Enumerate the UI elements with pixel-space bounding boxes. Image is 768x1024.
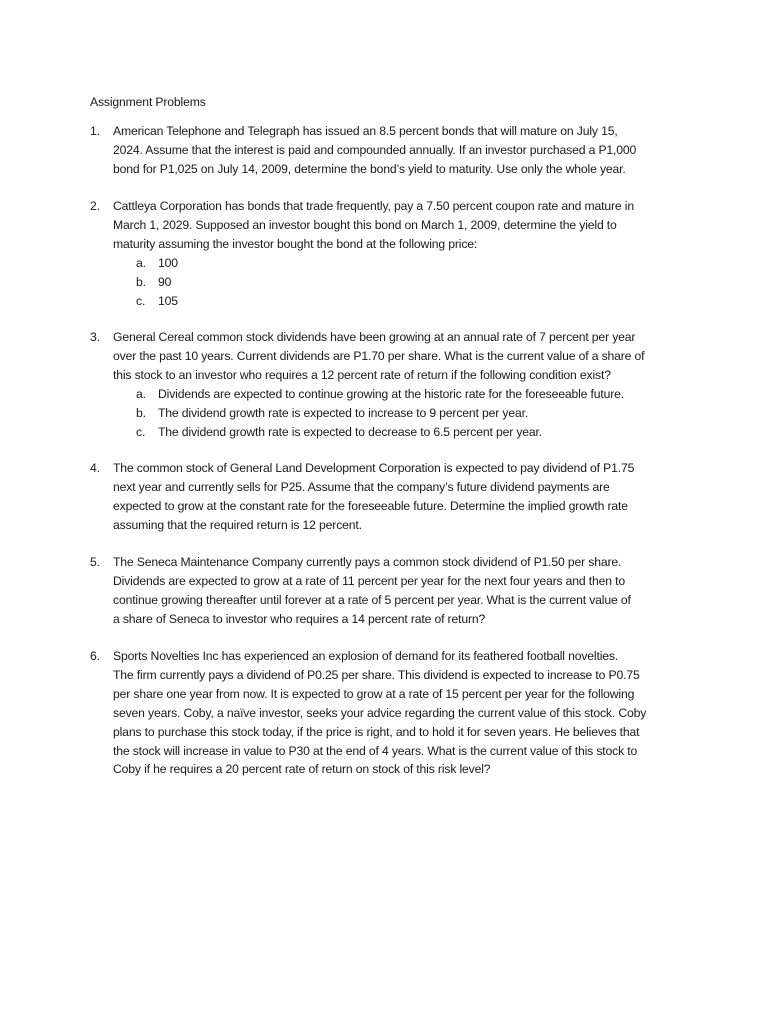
problem-number: 2. — [90, 199, 100, 213]
problem-text-line: the stock will increase in value to P30 at the end of 4 years. What is the current value of this stock to — [113, 743, 638, 758]
sub-item — [136, 254, 680, 273]
sub-item-letter: b. — [136, 274, 146, 289]
sub-item-letter: c. — [136, 293, 146, 308]
problem-text-line: continue growing thereafter until forever at a rate of 5 percent per year. What is the current value of — [113, 592, 631, 607]
sub-item-letter: c. — [136, 424, 146, 439]
problem-text-line: 2024. Assume that the interest is paid and compounded annually. If an investor purchased a P1,000 — [113, 142, 637, 157]
problem-text-line: plans to purchase this stock today, if the price is right, and to hold it for seven years. He believes that — [113, 724, 640, 739]
problem-6 — [90, 647, 680, 779]
sub-item — [136, 273, 680, 292]
problem-text-line: The common stock of General Land Development Corporation is expected to pay dividend of P1.75 — [113, 461, 635, 475]
problem-text-line: Cattleya Corporation has bonds that trade frequently, pay a 7.50 percent coupon rate and mature in — [113, 199, 634, 213]
sub-item-text: The dividend growth rate is expected to decrease to 6.5 percent per year. — [158, 424, 543, 439]
problem-number: 4. — [90, 461, 100, 475]
problem-text-line: this stock to an investor who requires a 12 percent rate of return if the following condition exist? — [113, 367, 611, 382]
problem-text-line: maturity assuming the investor bought the bond at the following price: — [113, 236, 478, 251]
problem-2 — [90, 197, 680, 310]
problem-5 — [90, 553, 680, 629]
problem-text-line: American Telephone and Telegraph has issued an 8.5 percent bonds that will mature on July 15, — [113, 124, 618, 138]
problem-text-line: seven years. Coby, a naïve investor, seeks your advice regarding the current value of this stock. Coby — [113, 705, 647, 720]
problem-text-line: Dividends are expected to grow at a rate of 11 percent per year for the next four years and then to — [113, 573, 626, 588]
sub-item-text: 105 — [158, 293, 178, 308]
problem-text-line: The firm currently pays a dividend of P0.25 per share. This dividend is expected to increase to P0.75 — [113, 667, 640, 682]
problem-number: 1. — [90, 124, 100, 138]
problem-number: 5. — [90, 555, 100, 569]
problem-text-line: assuming that the required return is 12 percent. — [113, 517, 362, 532]
sub-item-text: 90 — [158, 274, 172, 289]
problem-text-line: Coby if he requires a 20 percent rate of return on stock of this risk level? — [113, 762, 491, 777]
problem-text-line: over the past 10 years. Current dividends are P1.70 per share. What is the current value of a share of — [113, 348, 645, 363]
problem-text-line: The Seneca Maintenance Company currently pays a common stock dividend of P1.50 per share. — [113, 555, 622, 569]
problem-number: 6. — [90, 649, 100, 663]
problem-text-line: a share of Seneca to investor who requires a 14 percent rate of return? — [113, 611, 486, 626]
sub-item-letter: b. — [136, 405, 146, 420]
sub-item — [136, 292, 680, 311]
sub-item-text: The dividend growth rate is expected to increase to 9 percent per year. — [158, 405, 529, 420]
problem-text-line: bond for P1,025 on July 14, 2009, determine the bond’s yield to maturity. Use only the whole year. — [113, 161, 626, 176]
problem-text-line: Sports Novelties Inc has experienced an explosion of demand for its feathered football novelties. — [113, 649, 619, 663]
sub-item-letter: a. — [136, 255, 146, 270]
sub-item — [136, 423, 680, 442]
problem-text-line: expected to grow at the constant rate for the foreseeable future. Determine the implied growth rate — [113, 498, 628, 513]
document-title: Assignment Problems — [90, 95, 206, 109]
problem-text-line: General Cereal common stock dividends have been growing at an annual rate of 7 percent per year — [113, 330, 636, 344]
sub-item — [136, 404, 680, 423]
sub-item-text: Dividends are expected to continue growing at the historic rate for the foreseeable future. — [158, 386, 625, 401]
problem-text-line: next year and currently sells for P25. Assume that the company’s future dividend payments are — [113, 479, 610, 494]
problem-1 — [90, 122, 680, 179]
sub-item-text: 100 — [158, 255, 178, 270]
sub-item-letter: a. — [136, 386, 146, 401]
problem-text-line: per share one year from now. It is expected to grow at a rate of 15 percent per year for the following — [113, 686, 635, 701]
problem-4 — [90, 459, 680, 535]
sub-item — [136, 385, 680, 404]
problem-text-line: March 1, 2029. Supposed an investor bought this bond on March 1, 2009, determine the yield to — [113, 217, 617, 232]
problem-number: 3. — [90, 330, 100, 344]
problem-3 — [90, 328, 680, 441]
